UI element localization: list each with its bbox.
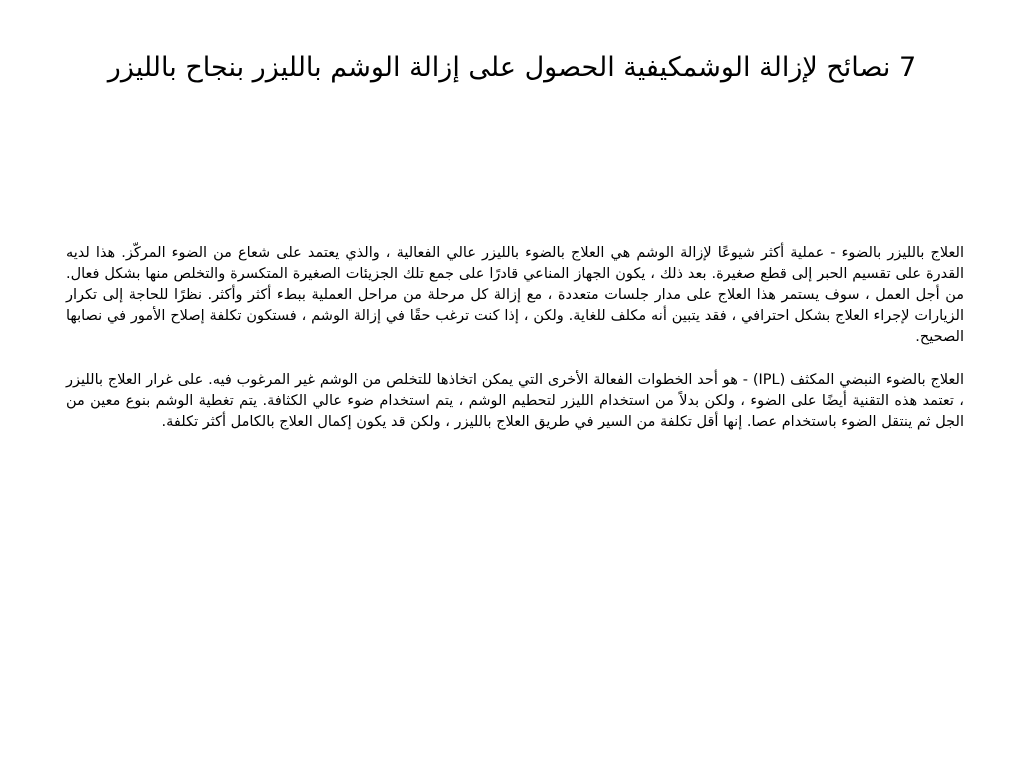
slide-body xyxy=(66,243,964,455)
slide-title: 7 نصائح لإزالة الوشمكيفية الحصول على إزالة الوشم بالليزر بنجاح بالليزر xyxy=(107,52,917,83)
paragraph-laser-treatment: العلاج بالليزر بالضوء - عملية أكثر شيوعًا لإزالة الوشم هي العلاج بالضوء بالليزر عالي الفعالية ، والذي يعتمد على شعاع من الضوء المركّز. هذا لديه القدرة على تقسيم الحبر إلى قطع صغيرة. بعد ذلك ، يكون الجهاز المناعي قادرًا على جمع تلك الجزيئات الصغيرة المتكسرة والتخلص منها بشكل فعال. من أجل العمل ، سوف يستمر هذا العلاج على مدار جلسات متعددة ، مع إزالة كل مرحلة من مراحل العملية ببطء أكثر وأكثر. نظرًا للحاجة إلى تكرار الزيارات لإجراء العلاج بشكل احترافي ، فقد يتبين أنه مكلف للغاية. ولكن ، إذا كنت ترغب حقًا في إزالة الوشم ، فستكون تكلفة إصلاح الأمور في نصابها الصحيح. xyxy=(66,245,964,345)
paragraph-ipl-treatment: العلاج بالضوء النبضي المكثف (IPL) - هو أحد الخطوات الفعالة الأخرى التي يمكن اتخاذها للتخلص من الوشم غير المرغوب فيه. على غرار العلاج بالليزر ، تعتمد هذه التقنية أيضًا على الضوء ، ولكن بدلاً من استخدام الليزر لتحطيم الوشم ، يتم استخدام ضوء عالي الكثافة. يتم تغطية الوشم بنوع معين من الجل ثم ينتقل الضوء باستخدام عصا. إنها أقل تكلفة من السير في طريق العلاج بالليزر ، ولكن قد يكون إكمال العلاج بالكامل أكثر تكلفة. xyxy=(66,372,964,430)
